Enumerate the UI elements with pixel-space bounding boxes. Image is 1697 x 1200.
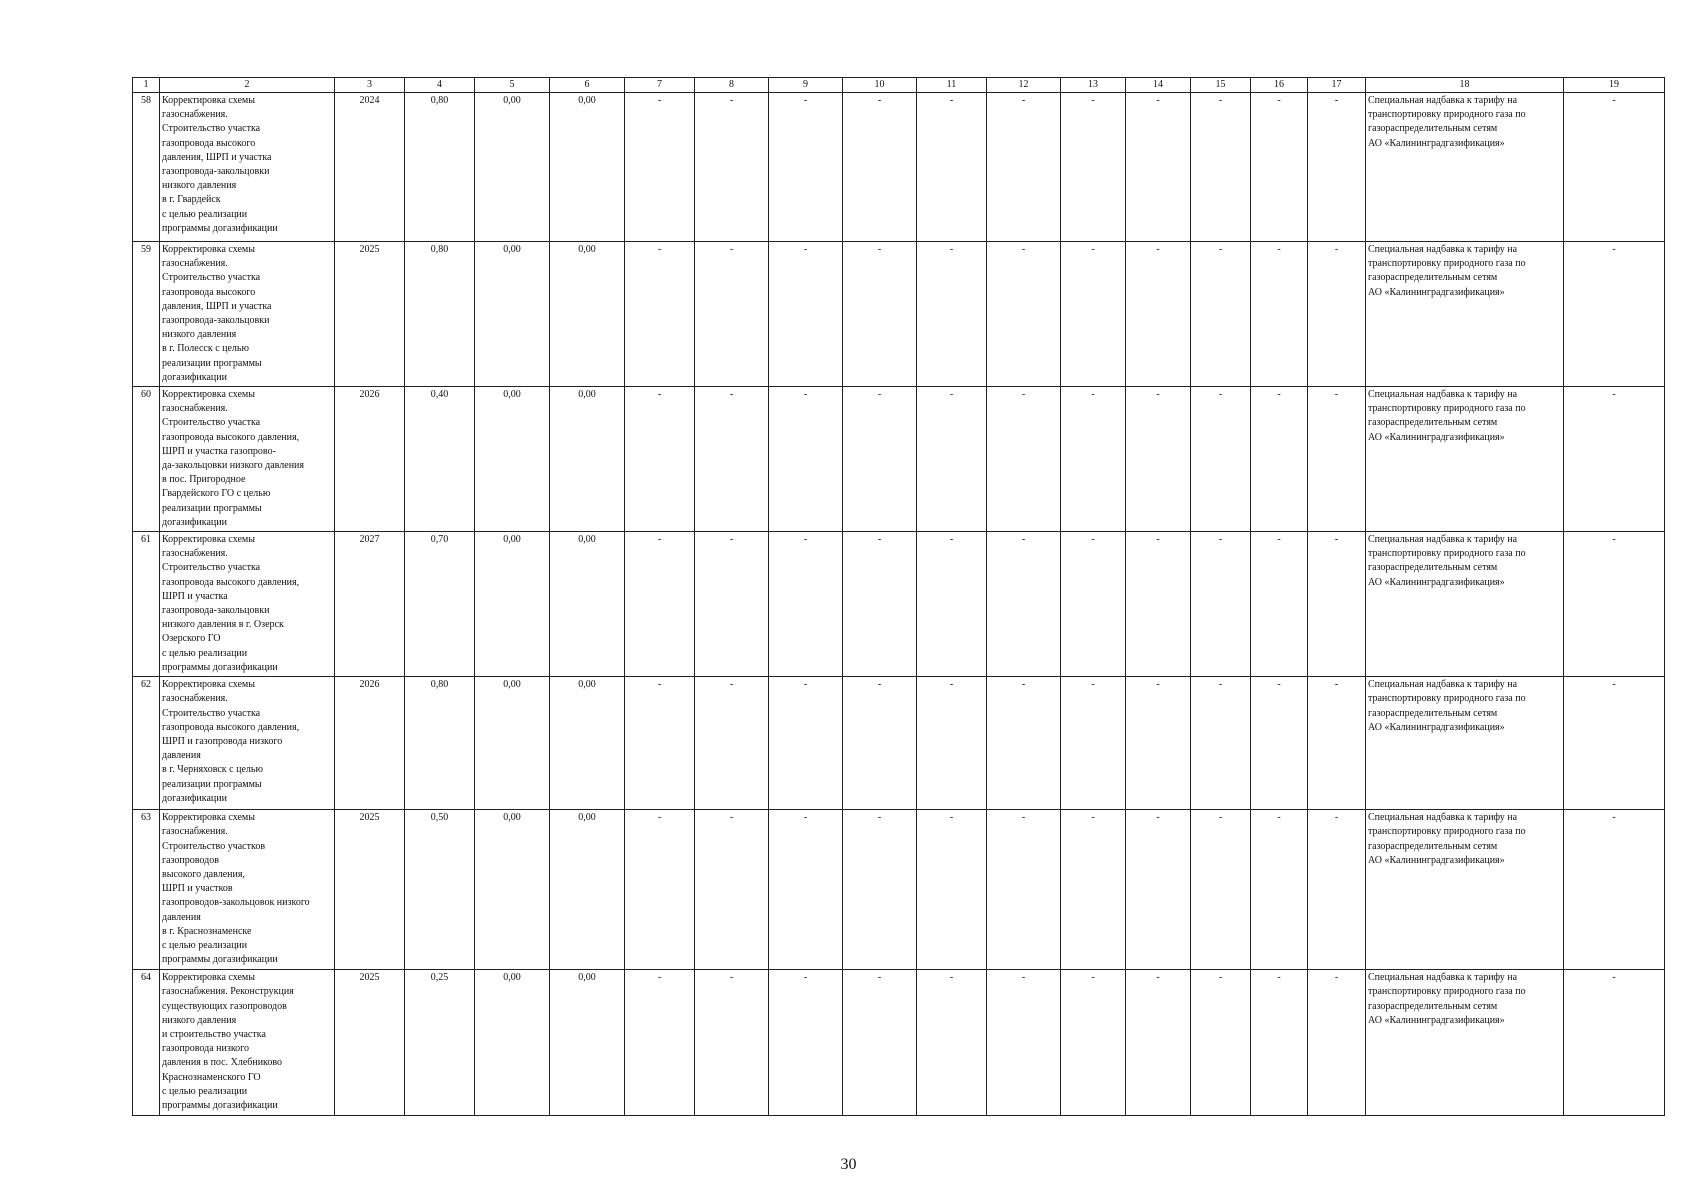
column-header-9: 9 bbox=[769, 78, 843, 93]
project-name-cell: Корректировка схемы газоснабжения. Строительство участка газопровода высокого давления, ШРП и участка газопровода-закольцовки низкого давления в г. Озерск Озерского ГО с целью реализации программы догазификации bbox=[160, 532, 335, 677]
column-header-3: 3 bbox=[335, 78, 405, 93]
value-cell-4: 0,80 bbox=[405, 677, 475, 810]
value-cell-15: - bbox=[1191, 532, 1251, 677]
table-row bbox=[133, 810, 1665, 970]
value-cell-5: 0,00 bbox=[475, 242, 550, 387]
value-cell-11: - bbox=[917, 810, 987, 970]
value-cell-7: - bbox=[625, 242, 695, 387]
row-number-cell: 63 bbox=[133, 810, 160, 970]
value-cell-19: - bbox=[1564, 242, 1665, 387]
value-cell-5: 0,00 bbox=[475, 93, 550, 242]
value-cell-9: - bbox=[769, 242, 843, 387]
data-table bbox=[132, 77, 1665, 1116]
funding-source-cell: Специальная надбавка к тарифу на транспортировку природного газа по газораспределительным сетям АО «Калининградгазификация» bbox=[1366, 387, 1564, 532]
column-header-17: 17 bbox=[1308, 78, 1366, 93]
year-cell: 2025 bbox=[335, 810, 405, 970]
column-header-6: 6 bbox=[550, 78, 625, 93]
value-cell-19: - bbox=[1564, 532, 1665, 677]
value-cell-12: - bbox=[987, 810, 1061, 970]
value-cell-4: 0,80 bbox=[405, 242, 475, 387]
project-name-cell: Корректировка схемы газоснабжения. Реконструкция существующих газопроводов низкого давления и строительство участка газопровода низкого давления в пос. Хлебниково Краснознаменского ГО с целью реализации программы догазификации bbox=[160, 970, 335, 1116]
table-row bbox=[133, 387, 1665, 532]
value-cell-12: - bbox=[987, 677, 1061, 810]
value-cell-13: - bbox=[1061, 387, 1126, 532]
value-cell-9: - bbox=[769, 677, 843, 810]
value-cell-19: - bbox=[1564, 677, 1665, 810]
value-cell-9: - bbox=[769, 532, 843, 677]
funding-source-cell: Специальная надбавка к тарифу на транспортировку природного газа по газораспределительным сетям АО «Калининградгазификация» bbox=[1366, 970, 1564, 1116]
column-header-8: 8 bbox=[695, 78, 769, 93]
value-cell-10: - bbox=[843, 387, 917, 532]
value-cell-9: - bbox=[769, 970, 843, 1116]
value-cell-6: 0,00 bbox=[550, 810, 625, 970]
row-number-cell: 61 bbox=[133, 532, 160, 677]
value-cell-11: - bbox=[917, 677, 987, 810]
value-cell-9: - bbox=[769, 810, 843, 970]
funding-source-cell: Специальная надбавка к тарифу на транспортировку природного газа по газораспределительным сетям АО «Калининградгазификация» bbox=[1366, 242, 1564, 387]
value-cell-8: - bbox=[695, 677, 769, 810]
funding-source-cell: Специальная надбавка к тарифу на транспортировку природного газа по газораспределительным сетям АО «Калининградгазификация» bbox=[1366, 93, 1564, 242]
value-cell-13: - bbox=[1061, 810, 1126, 970]
value-cell-14: - bbox=[1126, 387, 1191, 532]
value-cell-14: - bbox=[1126, 970, 1191, 1116]
value-cell-12: - bbox=[987, 93, 1061, 242]
value-cell-11: - bbox=[917, 532, 987, 677]
value-cell-6: 0,00 bbox=[550, 532, 625, 677]
table-row bbox=[133, 970, 1665, 1116]
value-cell-4: 0,25 bbox=[405, 970, 475, 1116]
value-cell-11: - bbox=[917, 387, 987, 532]
value-cell-12: - bbox=[987, 970, 1061, 1116]
value-cell-8: - bbox=[695, 242, 769, 387]
value-cell-16: - bbox=[1251, 532, 1308, 677]
column-header-2: 2 bbox=[160, 78, 335, 93]
value-cell-19: - bbox=[1564, 387, 1665, 532]
value-cell-15: - bbox=[1191, 387, 1251, 532]
value-cell-17: - bbox=[1308, 677, 1366, 810]
project-name-cell: Корректировка схемы газоснабжения. Строительство участка газопровода высокого давления, ШРП и участка газопровода-закольцовки низкого давления в г. Полесск с целью реализации программы догазификации bbox=[160, 242, 335, 387]
table-row bbox=[133, 242, 1665, 387]
year-cell: 2027 bbox=[335, 532, 405, 677]
year-cell: 2025 bbox=[335, 970, 405, 1116]
value-cell-17: - bbox=[1308, 810, 1366, 970]
value-cell-13: - bbox=[1061, 242, 1126, 387]
value-cell-6: 0,00 bbox=[550, 970, 625, 1116]
value-cell-17: - bbox=[1308, 387, 1366, 532]
value-cell-4: 0,70 bbox=[405, 532, 475, 677]
value-cell-10: - bbox=[843, 532, 917, 677]
value-cell-14: - bbox=[1126, 93, 1191, 242]
column-header-4: 4 bbox=[405, 78, 475, 93]
row-number-cell: 58 bbox=[133, 93, 160, 242]
value-cell-17: - bbox=[1308, 532, 1366, 677]
project-name-cell: Корректировка схемы газоснабжения. Строительство участка газопровода высокого давления, ШРП и газопровода низкого давления в г. Черняховск с целью реализации программы догазификации bbox=[160, 677, 335, 810]
value-cell-7: - bbox=[625, 810, 695, 970]
row-number-cell: 62 bbox=[133, 677, 160, 810]
value-cell-11: - bbox=[917, 93, 987, 242]
project-name-cell: Корректировка схемы газоснабжения. Строительство участка газопровода высокого давления, ШРП и участка газопровода-закольцовки низкого давления в г. Гвардейск с целью реализации программы догазификации bbox=[160, 93, 335, 242]
value-cell-16: - bbox=[1251, 677, 1308, 810]
value-cell-14: - bbox=[1126, 677, 1191, 810]
value-cell-6: 0,00 bbox=[550, 242, 625, 387]
column-header-13: 13 bbox=[1061, 78, 1126, 93]
value-cell-4: 0,80 bbox=[405, 93, 475, 242]
column-header-7: 7 bbox=[625, 78, 695, 93]
table-header-row bbox=[133, 78, 1665, 93]
value-cell-11: - bbox=[917, 242, 987, 387]
row-number-cell: 59 bbox=[133, 242, 160, 387]
column-header-14: 14 bbox=[1126, 78, 1191, 93]
column-header-18: 18 bbox=[1366, 78, 1564, 93]
value-cell-14: - bbox=[1126, 242, 1191, 387]
column-header-10: 10 bbox=[843, 78, 917, 93]
value-cell-17: - bbox=[1308, 242, 1366, 387]
value-cell-6: 0,00 bbox=[550, 93, 625, 242]
value-cell-6: 0,00 bbox=[550, 387, 625, 532]
value-cell-7: - bbox=[625, 387, 695, 532]
value-cell-15: - bbox=[1191, 242, 1251, 387]
value-cell-10: - bbox=[843, 677, 917, 810]
column-header-16: 16 bbox=[1251, 78, 1308, 93]
value-cell-13: - bbox=[1061, 532, 1126, 677]
data-table-container bbox=[132, 77, 1664, 1116]
value-cell-16: - bbox=[1251, 242, 1308, 387]
value-cell-13: - bbox=[1061, 970, 1126, 1116]
value-cell-19: - bbox=[1564, 810, 1665, 970]
value-cell-10: - bbox=[843, 970, 917, 1116]
value-cell-5: 0,00 bbox=[475, 532, 550, 677]
value-cell-8: - bbox=[695, 532, 769, 677]
funding-source-cell: Специальная надбавка к тарифу на транспортировку природного газа по газораспределительным сетям АО «Калининградгазификация» bbox=[1366, 532, 1564, 677]
value-cell-5: 0,00 bbox=[475, 970, 550, 1116]
value-cell-15: - bbox=[1191, 810, 1251, 970]
value-cell-10: - bbox=[843, 242, 917, 387]
value-cell-7: - bbox=[625, 970, 695, 1116]
value-cell-11: - bbox=[917, 970, 987, 1116]
project-name-cell: Корректировка схемы газоснабжения. Строительство участков газопроводов высокого давления, ШРП и участков газопроводов-закольцовок низкого давления в г. Краснознаменске с целью реализации программы догазификации bbox=[160, 810, 335, 970]
value-cell-14: - bbox=[1126, 532, 1191, 677]
value-cell-17: - bbox=[1308, 970, 1366, 1116]
value-cell-16: - bbox=[1251, 970, 1308, 1116]
value-cell-15: - bbox=[1191, 970, 1251, 1116]
value-cell-7: - bbox=[625, 677, 695, 810]
year-cell: 2026 bbox=[335, 387, 405, 532]
column-header-15: 15 bbox=[1191, 78, 1251, 93]
project-name-cell: Корректировка схемы газоснабжения. Строительство участка газопровода высокого давления, ШРП и участка газопрово- да-закольцовки низкого давления в пос. Пригородное Гвардейского ГО с целью реализации программы догазификации bbox=[160, 387, 335, 532]
column-header-1: 1 bbox=[133, 78, 160, 93]
row-number-cell: 60 bbox=[133, 387, 160, 532]
table-row bbox=[133, 93, 1665, 242]
value-cell-16: - bbox=[1251, 810, 1308, 970]
value-cell-4: 0,50 bbox=[405, 810, 475, 970]
value-cell-12: - bbox=[987, 242, 1061, 387]
page-number: 30 bbox=[840, 1156, 857, 1173]
value-cell-4: 0,40 bbox=[405, 387, 475, 532]
value-cell-12: - bbox=[987, 532, 1061, 677]
column-header-19: 19 bbox=[1564, 78, 1665, 93]
value-cell-7: - bbox=[625, 532, 695, 677]
value-cell-8: - bbox=[695, 387, 769, 532]
value-cell-17: - bbox=[1308, 93, 1366, 242]
value-cell-15: - bbox=[1191, 93, 1251, 242]
value-cell-16: - bbox=[1251, 387, 1308, 532]
table-body bbox=[133, 93, 1665, 1116]
value-cell-13: - bbox=[1061, 93, 1126, 242]
value-cell-8: - bbox=[695, 93, 769, 242]
value-cell-9: - bbox=[769, 387, 843, 532]
value-cell-8: - bbox=[695, 970, 769, 1116]
value-cell-12: - bbox=[987, 387, 1061, 532]
value-cell-5: 0,00 bbox=[475, 810, 550, 970]
year-cell: 2024 bbox=[335, 93, 405, 242]
funding-source-cell: Специальная надбавка к тарифу на транспортировку природного газа по газораспределительным сетям АО «Калининградгазификация» bbox=[1366, 677, 1564, 810]
year-cell: 2025 bbox=[335, 242, 405, 387]
value-cell-19: - bbox=[1564, 93, 1665, 242]
value-cell-10: - bbox=[843, 810, 917, 970]
column-header-12: 12 bbox=[987, 78, 1061, 93]
row-number-cell: 64 bbox=[133, 970, 160, 1116]
value-cell-5: 0,00 bbox=[475, 387, 550, 532]
value-cell-19: - bbox=[1564, 970, 1665, 1116]
year-cell: 2026 bbox=[335, 677, 405, 810]
value-cell-8: - bbox=[695, 810, 769, 970]
value-cell-13: - bbox=[1061, 677, 1126, 810]
value-cell-6: 0,00 bbox=[550, 677, 625, 810]
value-cell-16: - bbox=[1251, 93, 1308, 242]
column-header-11: 11 bbox=[917, 78, 987, 93]
table-row bbox=[133, 532, 1665, 677]
value-cell-10: - bbox=[843, 93, 917, 242]
value-cell-7: - bbox=[625, 93, 695, 242]
column-header-5: 5 bbox=[475, 78, 550, 93]
value-cell-15: - bbox=[1191, 677, 1251, 810]
value-cell-14: - bbox=[1126, 810, 1191, 970]
table-row bbox=[133, 677, 1665, 810]
funding-source-cell: Специальная надбавка к тарифу на транспортировку природного газа по газораспределительным сетям АО «Калининградгазификация» bbox=[1366, 810, 1564, 970]
value-cell-9: - bbox=[769, 93, 843, 242]
value-cell-5: 0,00 bbox=[475, 677, 550, 810]
